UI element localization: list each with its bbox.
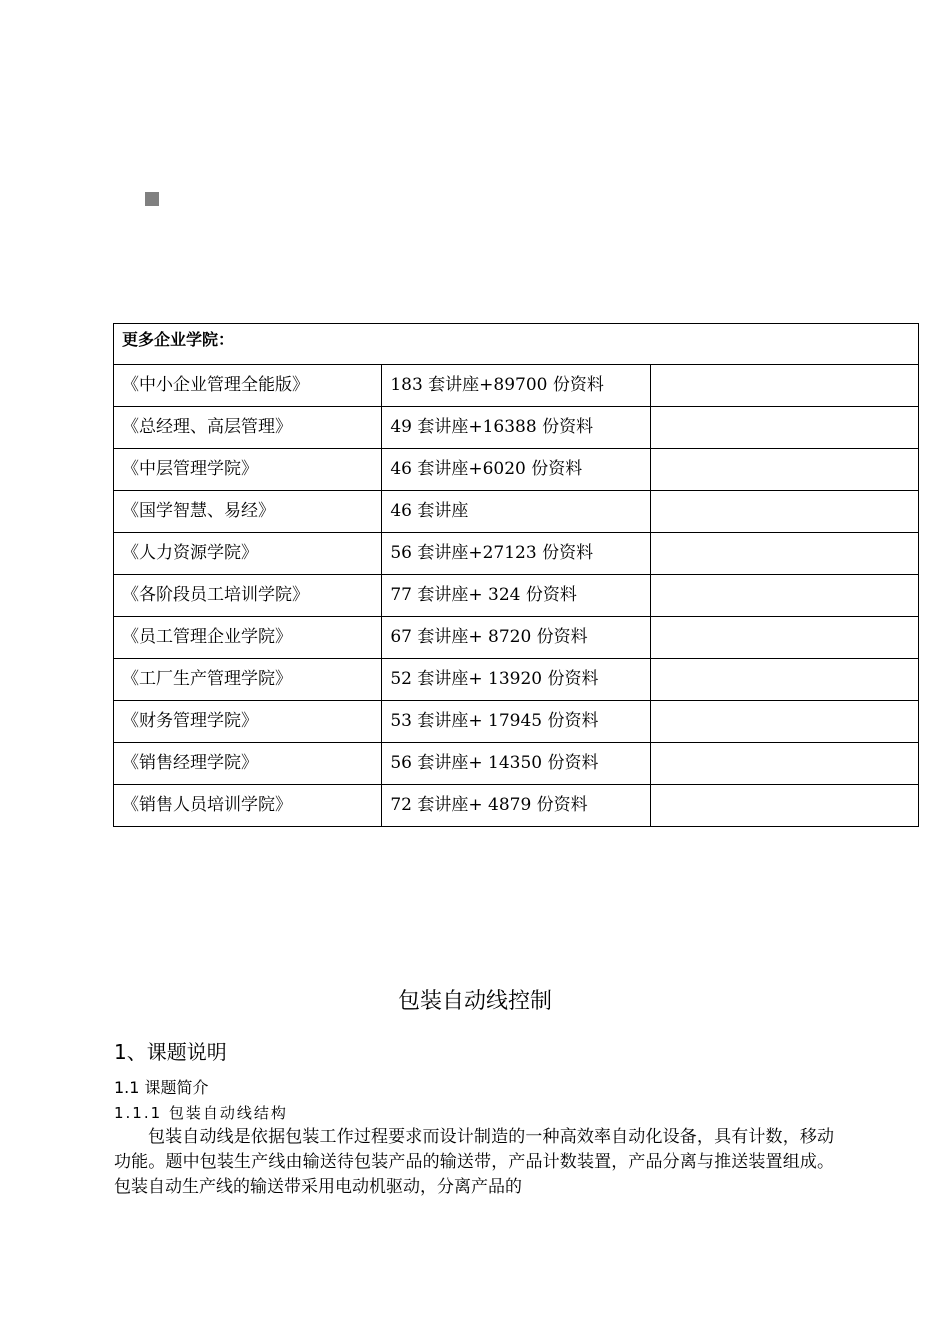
empty-cell [650,533,918,575]
empty-cell [650,365,918,407]
course-name-cell: 《国学智慧、易经》 [114,491,382,533]
course-detail-cell: 67 套讲座+ 8720 份资料 [382,617,650,659]
section-heading-1-1-1: 1.1.1 包装自动线结构 [114,1104,288,1122]
course-name-cell: 《销售人员培训学院》 [114,785,382,827]
table-row [114,701,919,743]
document-title: 包装自动线控制 [397,989,552,1014]
course-name-cell: 《人力资源学院》 [114,533,382,575]
course-detail-cell: 183 套讲座+89700 份资料 [382,365,650,407]
course-detail-cell: 77 套讲座+ 324 份资料 [382,575,650,617]
table-row [114,407,919,449]
empty-cell [650,449,918,491]
table-row [114,659,919,701]
course-name-cell: 《员工管理企业学院》 [114,617,382,659]
course-name-cell: 《总经理、高层管理》 [114,407,382,449]
course-detail-cell: 56 套讲座+ 14350 份资料 [382,743,650,785]
table-row [114,575,919,617]
course-detail-cell: 72 套讲座+ 4879 份资料 [382,785,650,827]
table-row [114,785,919,827]
bullet-square-icon [145,192,159,206]
table-header-row [114,324,919,365]
course-name-cell: 《中小企业管理全能版》 [114,365,382,407]
empty-cell [650,743,918,785]
table-row [114,365,919,407]
course-detail-cell: 56 套讲座+27123 份资料 [382,533,650,575]
table-row [114,449,919,491]
course-detail-cell: 52 套讲座+ 13920 份资料 [382,659,650,701]
empty-cell [650,785,918,827]
course-detail-cell: 49 套讲座+16388 份资料 [382,407,650,449]
table-row [114,617,919,659]
course-detail-cell: 46 套讲座 [382,491,650,533]
empty-cell [650,701,918,743]
table-row [114,743,919,785]
section-heading-1: 1、课题说明 [114,1040,227,1064]
table-row [114,491,919,533]
course-name-cell: 《工厂生产管理学院》 [114,659,382,701]
course-detail-cell: 53 套讲座+ 17945 份资料 [382,701,650,743]
course-name-cell: 《各阶段员工培训学院》 [114,575,382,617]
empty-cell [650,407,918,449]
course-table [113,323,919,827]
empty-cell [650,617,918,659]
empty-cell [650,575,918,617]
course-name-cell: 《销售经理学院》 [114,743,382,785]
section-heading-1-1: 1.1 课题简介 [114,1078,209,1097]
table-row [114,533,919,575]
empty-cell [650,491,918,533]
empty-cell [650,659,918,701]
course-detail-cell: 46 套讲座+6020 份资料 [382,449,650,491]
course-name-cell: 《财务管理学院》 [114,701,382,743]
table-header: 更多企业学院： [114,324,919,365]
course-name-cell: 《中层管理学院》 [114,449,382,491]
body-paragraph: 包装自动线是依据包装工作过程要求而设计制造的一种高效率自动化设备，具有计数，移动功能。题中包装生产线由输送待包装产品的输送带，产品计数装置，产品分离与推送装置组成。包装自动生产线的输送带采用电动机驱动，分离产品的 [114,1127,834,1197]
